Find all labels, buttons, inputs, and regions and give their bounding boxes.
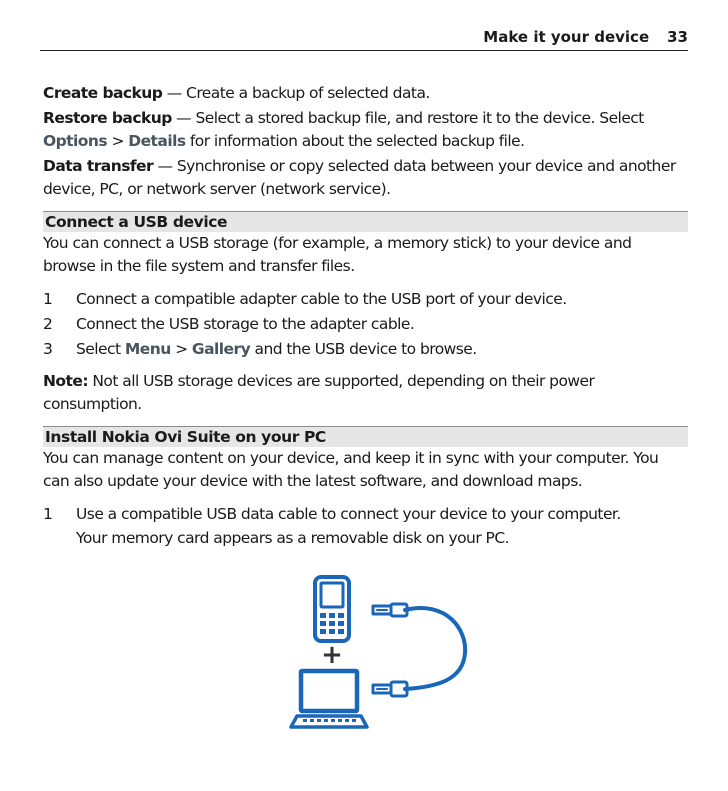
list-item — [43, 337, 688, 362]
step-list — [43, 287, 688, 362]
step-subtext: Your memory card appears as a removable disk on your PC. — [76, 529, 509, 547]
note — [43, 370, 688, 416]
term-description: — Create a backup of selected data. — [162, 84, 430, 102]
section-intro: You can connect a USB storage (for example, a memory stick) to your device and browse in the file system and transfer files. — [43, 234, 632, 275]
usb-plug-icon — [373, 682, 407, 696]
section-heading-install-ovi: Install Nokia Ovi Suite on your PC — [43, 426, 688, 447]
usb-connection-illustration — [287, 575, 477, 735]
step-number: 1 — [43, 505, 53, 523]
menu-separator: > — [170, 340, 192, 358]
list-item — [43, 287, 688, 312]
page-content — [43, 82, 688, 550]
step-text-start: Select — [76, 340, 125, 358]
laptop-icon — [291, 671, 367, 727]
term: Restore backup — [43, 109, 172, 127]
term: Data transfer — [43, 157, 154, 175]
usb-plug-icon — [373, 604, 407, 616]
step-text: Use a compatible USB data cable to connect your device to your computer. — [76, 505, 621, 523]
step-text — [76, 337, 477, 362]
step-list — [43, 502, 688, 527]
menu-separator: > — [107, 132, 129, 150]
step-number: 2 — [43, 315, 53, 333]
term-description: — Select a stored backup file, and restore it to the device. Select — [171, 109, 644, 127]
note-label: Note: — [43, 372, 88, 390]
definition-create-backup — [43, 82, 688, 105]
step-text: Connect the USB storage to the adapter cable. — [76, 315, 415, 333]
step-text: Connect a compatible adapter cable to the USB port of your device. — [76, 290, 567, 308]
plus-sign: + — [321, 640, 343, 670]
header-title: Make it your device — [483, 28, 650, 46]
definition-data-transfer — [43, 155, 688, 201]
usb-cable — [405, 608, 465, 689]
ui-label-menu: Menu — [124, 340, 171, 358]
term-description-end: for information about the selected backup file. — [185, 132, 525, 150]
ui-label-options: Options — [43, 132, 108, 150]
section-heading-connect-usb: Connect a USB device — [43, 211, 688, 232]
list-item — [43, 502, 688, 527]
definition-restore-backup — [43, 107, 688, 153]
term-description: — Synchronise or copy selected data between your device and another device, PC, or network server (network service). — [43, 157, 676, 198]
section-intro: You can manage content on your device, and keep it in sync with your computer. You can also update your device with the latest software, and download maps. — [43, 449, 659, 490]
term: Create backup — [43, 84, 163, 102]
step-text-end: and the USB device to browse. — [250, 340, 477, 358]
phone-keypad — [320, 613, 344, 634]
ui-label-details: Details — [128, 132, 186, 150]
running-header — [40, 28, 688, 51]
step-number: 3 — [43, 340, 53, 358]
step-number: 1 — [43, 290, 53, 308]
laptop-keyboard — [303, 719, 356, 722]
list-item — [43, 312, 688, 337]
note-text: Not all USB storage devices are supported, depending on their power consumption. — [43, 372, 595, 413]
page-number: 33 — [667, 28, 688, 46]
ui-label-gallery: Gallery — [191, 340, 251, 358]
